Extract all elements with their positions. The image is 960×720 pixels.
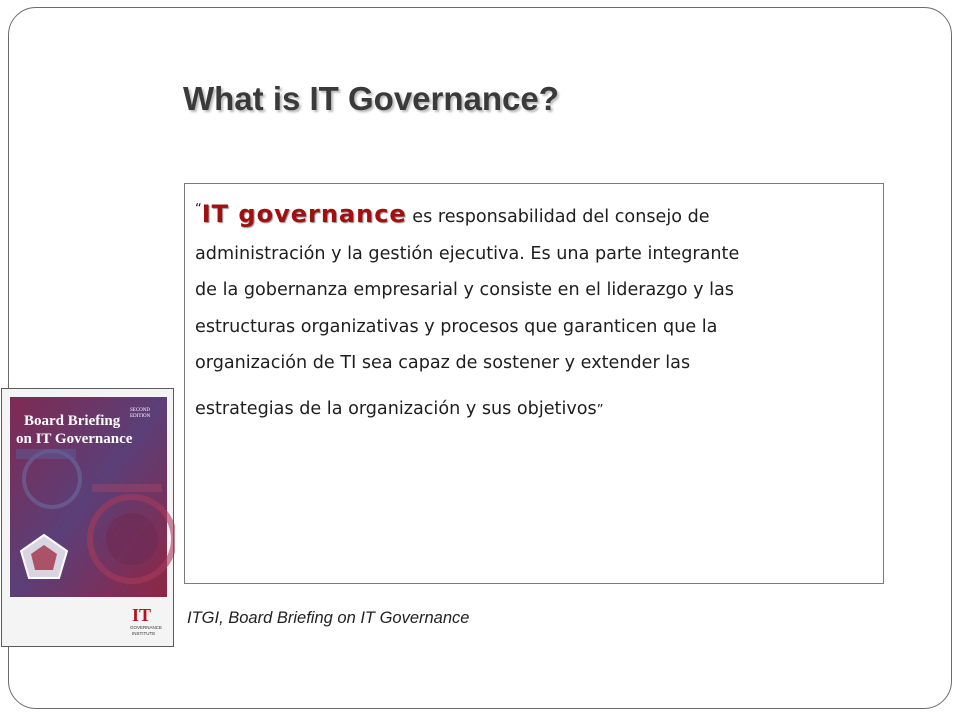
- quote-line-6-text: estrategias de la organización y sus objetivos: [195, 398, 597, 419]
- quote-line-1: [195, 196, 865, 236]
- logo-sub-institute: INSTITUTE: [132, 631, 156, 636]
- quote-line-1-text: es responsabilidad del consejo de: [412, 207, 710, 227]
- book-edition-line1: SECOND: [130, 408, 151, 413]
- book-image: [1, 388, 174, 647]
- quote-line-4: estructuras organizativas y procesos que garanticen que la: [195, 316, 718, 337]
- quote-term: IT governance: [201, 200, 407, 228]
- book-edition-line2: EDITION: [130, 414, 151, 419]
- quote-line-6: [195, 391, 865, 430]
- book-title-line2: on IT Governance: [16, 431, 133, 447]
- citation-caption: ITGI, Board Briefing on IT Governance: [187, 609, 470, 627]
- open-quote-mark: “: [195, 202, 202, 217]
- itgi-logo-icon: IT: [132, 605, 152, 625]
- quote-line-3: de la gobernanza empresarial y consiste en el liderazgo y las: [195, 280, 734, 300]
- logo-sub-governance: GOVERNANCE: [130, 625, 163, 630]
- quote-line-5: organización de TI sea capaz de sostener y extender las: [195, 353, 691, 373]
- book-title-line1: Board Briefing: [24, 413, 121, 429]
- quote-line-2: administración y la gestión ejecutiva. Es una parte integrante: [195, 243, 740, 264]
- quote-text: [195, 196, 865, 429]
- book-cover-illustration: [2, 389, 175, 648]
- close-quote-mark: ”: [596, 402, 604, 418]
- slide-title: What is IT Governance?: [183, 80, 559, 117]
